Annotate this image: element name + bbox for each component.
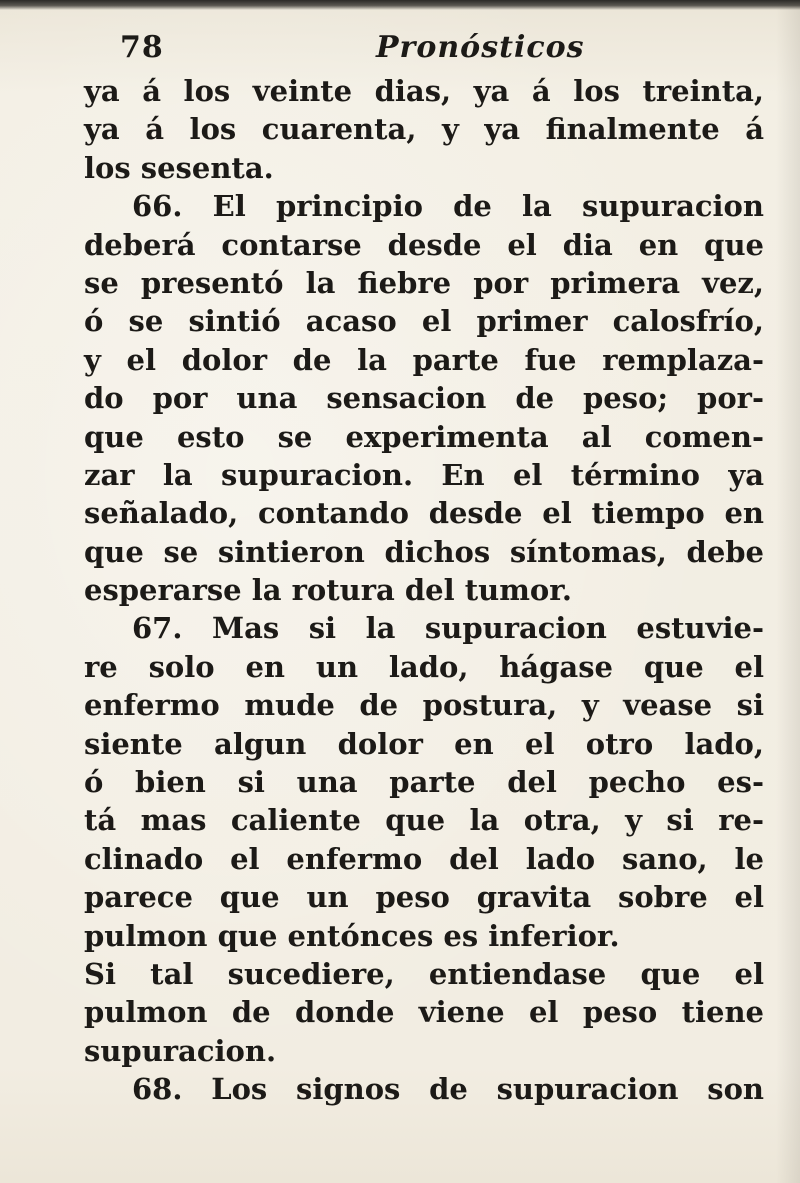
text-line: señalado, contando desde el tiempo en — [84, 496, 764, 531]
text-line: y el dolor de la parte fue remplaza- — [84, 342, 764, 377]
text-line: pulmon de donde viene el peso tiene — [84, 995, 764, 1030]
text-line: tá mas caliente que la otra, y si re- — [84, 803, 764, 838]
text-line: siente algun dolor en el otro lado, — [84, 726, 764, 761]
paragraph-66-start: 66. El principio de la supuracion — [132, 189, 764, 224]
text-line: que se sintieron dichos síntomas, debe — [84, 534, 764, 569]
text-line: se presentó la fiebre por primera vez, — [84, 265, 764, 300]
page-number: 78 — [120, 30, 164, 65]
text-line: zar la supuracion. En el término ya — [84, 457, 764, 492]
text-line: clinado el enfermo del lado sano, le — [84, 841, 764, 876]
text-line: pulmon que entónces es inferior. — [84, 918, 620, 953]
text-line: ó se sintió acaso el primer calosfrío, — [84, 304, 764, 339]
text-line: ó bien si una parte del pecho es- — [84, 765, 764, 800]
text-line: esperarse la rotura del tumor. — [84, 573, 572, 608]
text-line: parece que un peso gravita sobre el — [84, 880, 764, 915]
text-line: deberá contarse desde el dia en que — [84, 227, 764, 262]
page-top-edge — [0, 0, 800, 10]
text-line: do por una sensacion de peso; por- — [84, 381, 764, 416]
page-gutter-shadow — [776, 0, 800, 1183]
paragraph-67-start: 67. Mas si la supuracion estuvie- — [132, 611, 764, 646]
text-line: que esto se experimenta al comen- — [84, 419, 764, 454]
text-line: los sesenta. — [84, 150, 274, 185]
text-line: re solo en un lado, hágase que el — [84, 649, 764, 684]
text-line: ya á los veinte dias, ya á los treinta, — [84, 74, 764, 108]
running-head: Pronósticos — [376, 30, 585, 65]
page-header — [120, 30, 680, 70]
text-line: ya á los cuarenta, y ya finalmente á — [84, 112, 764, 147]
body-text — [84, 72, 764, 1109]
text-line: Si tal sucediere, entiendase que el — [84, 956, 764, 991]
text-line: supuracion. — [84, 1033, 277, 1068]
text-line: enfermo mude de postura, y vease si — [84, 688, 764, 723]
paragraph-68-start: 68. Los signos de supuracion son — [132, 1072, 764, 1107]
